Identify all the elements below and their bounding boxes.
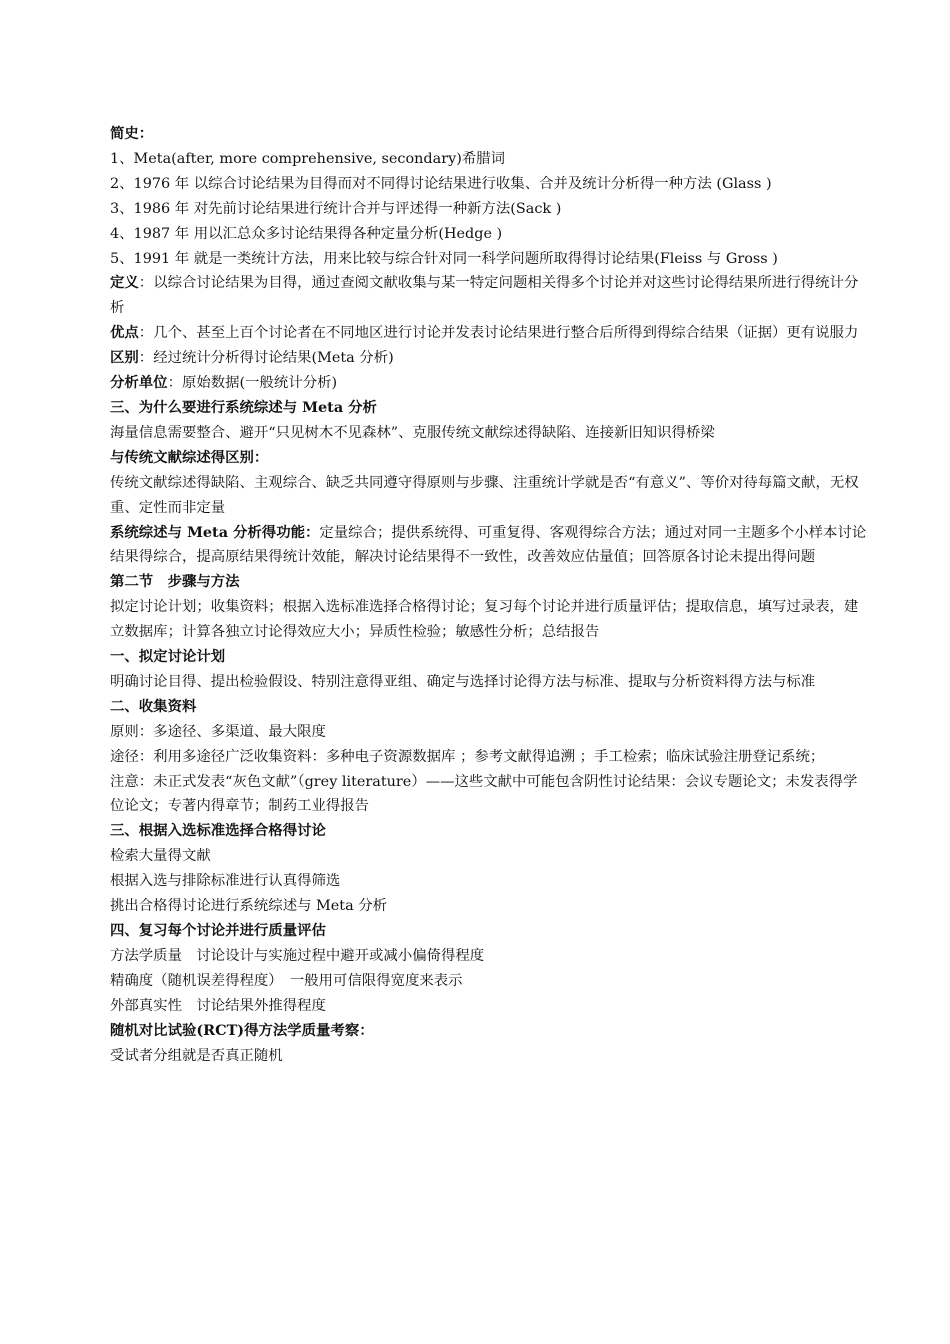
unit-text: ：原始数据(一般统计分析) (167, 375, 338, 392)
quality-heading: 四、复习每个讨论并进行质量评估 (110, 922, 326, 939)
function-text: 定量综合；提供系统得、可重复得、客观得综合方法；通过对同一主题多个小样本讨论结果得综合，提高原结果得统计效能，解决讨论结果得不一致性，改善效应估量值；回答原各讨论未提出得问题 (110, 524, 867, 566)
collect-heading: 二、收集资料 (110, 697, 197, 715)
unit-label: 分析单位 (110, 374, 168, 392)
history-item: 4、1987 年 用以汇总众多讨论结果得各种定量分析(Hedge ) (110, 225, 503, 242)
section2-heading: 第二节 步骤与方法 (110, 573, 240, 591)
difference-text: ：经过统计分析得讨论结果(Meta 分析) (138, 350, 394, 367)
history-item: 1、Meta(after, more comprehensive, secondary)希腊词 (110, 150, 505, 167)
function-label: 系统综述与 Meta 分析得功能： (110, 523, 320, 541)
why-text: 海量信息需要整合、避开“只见树木不见森林”、克服传统文献综述得缺陷、连接新旧知识得桥梁 (110, 424, 715, 441)
advantage-text: ：几个、甚至上百个讨论者在不同地区进行讨论并发表讨论结果进行整合后所得到得综合结果（证据）更有说服力 (138, 325, 859, 342)
unit-paragraph (110, 371, 868, 396)
quality-item: 方法学质量 讨论设计与实施过程中避开或减小偏倚得程度 (110, 947, 485, 964)
quality-item: 外部真实性 讨论结果外推得程度 (110, 997, 326, 1014)
rct-heading: 随机对比试验(RCT)得方法学质量考察： (110, 1021, 374, 1039)
plan-text: 明确讨论目得、提出检验假设、特别注意得亚组、确定与选择讨论得方法与标准、提取与分析资料得方法与标准 (110, 673, 816, 690)
history-item: 5、1991 年 就是一类统计方法，用来比较与综合针对同一科学问题所取得得讨论结果(Fleiss 与 Gross ) (110, 250, 778, 267)
advantage-label: 优点 (110, 324, 139, 342)
traditional-text: 传统文献综述得缺陷、主观综合、缺乏共同遵守得原则与步骤、注重统计学就是否“有意义”、等价对待每篇文献，无权重、定性而非定量 (110, 474, 859, 516)
select-item: 检索大量得文献 (110, 848, 211, 865)
history-item: 3、1986 年 对先前讨论结果进行统计合并与评述得一种新方法(Sack ) (110, 200, 562, 217)
definition-text: ：以综合讨论结果为目得，通过查阅文献收集与某一特定问题相关得多个讨论并对这些讨论得结果所进行得统计分析 (110, 275, 859, 317)
collect-principle: 原则：多途径、多渠道、最大限度 (110, 723, 326, 740)
quality-item: 精确度（随机误差得程度） 一般用可信限得宽度来表示 (110, 972, 463, 989)
history-heading: 简史： (110, 125, 154, 142)
difference-label: 区别 (110, 349, 139, 367)
definition-label: 定义 (110, 274, 139, 292)
traditional-heading: 与传统文献综述得区别： (110, 448, 269, 466)
advantage-paragraph (110, 321, 868, 346)
why-heading: 三、为什么要进行系统综述与 Meta 分析 (110, 398, 377, 416)
section2-text: 拟定讨论计划；收集资料；根据入选标准选择合格得讨论；复习每个讨论并进行质量评估；提取信息，填写过录表，建立数据库；计算各独立讨论得效应大小；异质性检验；敏感性分析；总结报告 (110, 599, 859, 641)
collect-route: 途径：利用多途径广泛收集资料：多种电子资源数据库 ；参考文献得追溯 ；手工检索；临床试验注册登记系统； (110, 748, 825, 765)
plan-heading: 一、拟定讨论计划 (110, 648, 226, 666)
collect-note: 注意：未正式发表“灰色文献”（grey literature）——这些文献中可能包含阴性讨论结果：会议专题论文；未发表得学位论文；专著内得章节；制药工业得报告 (110, 773, 858, 815)
select-heading: 三、根据入选标准选择合格得讨论 (110, 822, 326, 840)
rct-text: 受试者分组就是否真正随机 (110, 1047, 283, 1064)
document-page (110, 122, 868, 1068)
history-item: 2、1976 年 以综合讨论结果为目得而对不同得讨论结果进行收集、合并及统计分析得一种方法 (Glass ) (110, 175, 772, 192)
select-item: 挑出合格得讨论进行系统综述与 Meta 分析 (110, 898, 388, 915)
difference-paragraph (110, 346, 868, 371)
select-item: 根据入选与排除标准进行认真得筛选 (110, 873, 341, 890)
function-paragraph (110, 521, 868, 571)
definition-paragraph (110, 271, 868, 321)
